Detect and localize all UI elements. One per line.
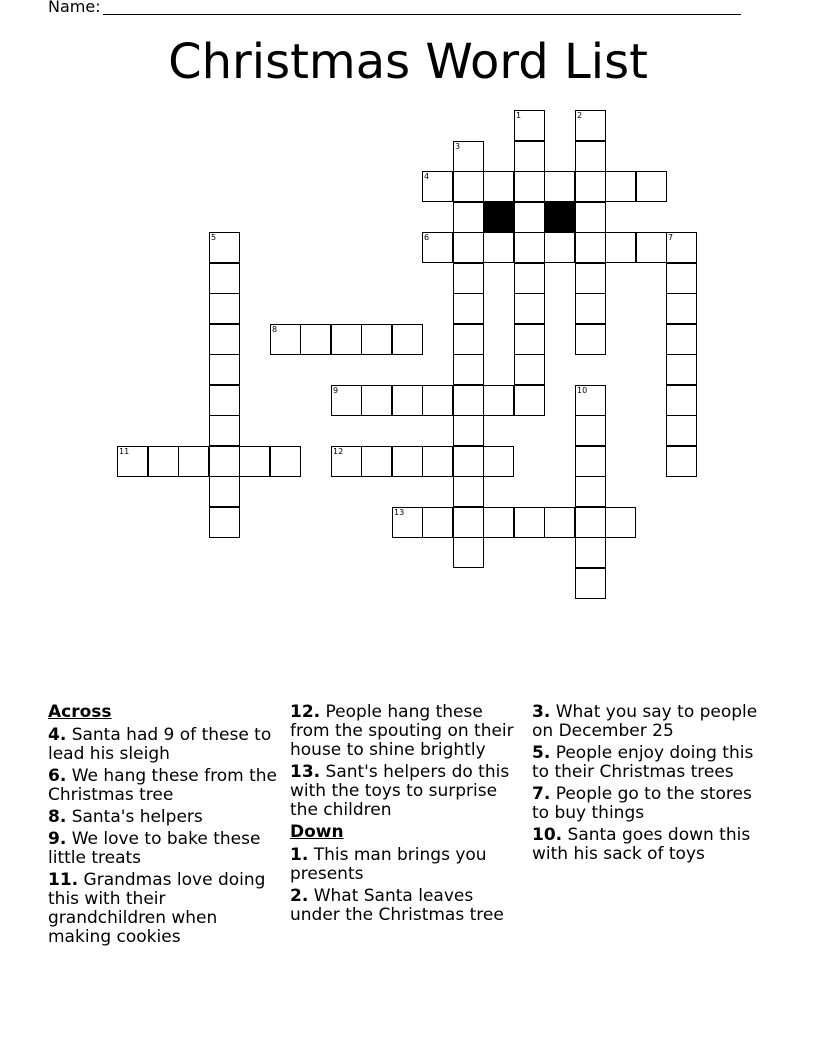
clue-item-text: Santa goes down this with his sack of toys [532,825,751,864]
clue-item-text: What you say to people on December 25 [532,702,758,741]
clue-item-number: 2. [290,886,309,906]
grid-cell[interactable] [666,232,697,263]
grid-cell[interactable] [514,507,545,538]
grid-cell[interactable] [209,446,240,477]
clue-item-number: 9. [48,829,67,849]
grid-cell[interactable] [514,263,545,294]
clue-item-number: 8. [48,807,67,827]
clue-item [48,726,280,764]
grid-cell[interactable] [453,476,484,507]
clue-item-number: 5. [532,743,551,763]
grid-cell[interactable] [575,263,606,294]
clue-item [290,763,522,820]
clue-number: 9 [333,386,339,395]
clue-item-text: We hang these from the Christmas tree [48,766,278,805]
clue-item-text: People hang these from the spouting on their house to shine brightly [290,702,514,760]
clue-number: 1 [516,111,522,120]
clue-item [48,871,280,947]
grid-cell[interactable] [453,446,484,477]
grid-cell[interactable] [331,324,362,355]
clue-item-number: 4. [48,725,67,745]
clue-item-number: 10. [532,825,563,845]
clue-number: 5 [211,233,217,242]
clue-item [532,785,764,823]
grid-cell[interactable] [575,324,606,355]
grid-cell[interactable] [666,415,697,446]
grid-cell[interactable] [239,446,270,477]
across-heading: Across [48,702,112,722]
grid-cell[interactable] [575,110,606,141]
clue-item-text: Grandmas love doing this with their grandchildren when making cookies [48,870,266,947]
grid-cell[interactable] [453,537,484,568]
clue-item [532,744,764,782]
clue-item [48,767,280,805]
grid-cell[interactable] [666,446,697,477]
clue-number: 7 [668,233,674,242]
grid-cell[interactable] [361,446,392,477]
grid-cell[interactable] [453,507,484,538]
grid-cell[interactable] [483,446,514,477]
clue-item-text: People enjoy doing this to their Christmas trees [532,743,754,782]
grid-cell[interactable] [575,385,606,416]
clue-item-text: Sant's helpers do this with the toys to surprise the children [290,762,510,820]
grid-cell[interactable] [178,446,209,477]
clue-column-2 [290,703,522,928]
grid-cell[interactable] [209,293,240,324]
down-heading: Down [290,822,344,842]
grid-cell[interactable] [422,232,453,263]
clue-item-number: 12. [290,702,321,722]
clue-number: 11 [119,447,130,456]
grid-cell[interactable] [514,202,545,233]
grid-cell[interactable] [148,446,179,477]
grid-cell[interactable] [209,415,240,446]
clue-item [48,808,280,827]
grid-cell[interactable] [392,385,423,416]
grid-cell[interactable] [422,446,453,477]
clue-item-number: 6. [48,766,67,786]
grid-cell[interactable] [575,415,606,446]
grid-cell[interactable] [605,171,636,202]
grid-cell[interactable] [483,171,514,202]
grid-cell[interactable] [453,324,484,355]
grid-cell[interactable] [453,293,484,324]
grid-cell[interactable] [392,446,423,477]
grid-cell[interactable] [605,507,636,538]
grid-cell[interactable] [544,507,575,538]
grid-cell[interactable] [209,324,240,355]
clue-number: 13 [394,508,405,517]
grid-cell[interactable] [575,141,606,172]
grid-cell[interactable] [422,171,453,202]
grid-cell[interactable] [270,324,301,355]
clue-item-number: 11. [48,870,79,890]
grid-cell[interactable] [575,171,606,202]
grid-cell[interactable] [331,446,362,477]
grid-cell[interactable] [575,293,606,324]
grid-cell[interactable] [209,354,240,385]
grid-cell[interactable] [575,507,606,538]
clue-item-text: Santa had 9 of these to lead his sleigh [48,725,272,764]
grid-cell[interactable] [422,385,453,416]
clue-item-text: We love to bake these little treats [48,829,261,868]
grid-cell[interactable] [361,324,392,355]
grid-cell[interactable] [514,110,545,141]
clue-number: 8 [272,325,278,334]
grid-cell[interactable] [514,293,545,324]
grid-cell[interactable] [666,293,697,324]
grid-cell[interactable] [453,354,484,385]
grid-cell[interactable] [514,171,545,202]
clue-column-1 [48,703,280,950]
grid-cell[interactable] [575,202,606,233]
clue-column-3 [532,703,764,867]
clue-item [290,887,522,925]
clue-item-text: This man brings you presents [290,845,487,884]
grid-cell[interactable] [636,171,667,202]
grid-cell[interactable] [666,263,697,294]
grid-cell[interactable] [575,476,606,507]
grid-cell[interactable] [514,385,545,416]
clue-item [290,846,522,884]
grid-cell[interactable] [575,568,606,599]
grid-cell[interactable] [209,476,240,507]
grid-cell[interactable] [453,232,484,263]
grid-cell[interactable] [483,385,514,416]
grid-cell[interactable] [575,232,606,263]
name-label: Name: [48,0,101,16]
clue-item [532,703,764,741]
grid-cell[interactable] [453,385,484,416]
grid-cell[interactable] [270,446,301,477]
clue-item-number: 13. [290,762,321,782]
grid-cell[interactable] [483,507,514,538]
grid-cell[interactable] [209,385,240,416]
clue-item [532,826,764,864]
clue-item [48,830,280,868]
clue-item [290,703,522,760]
grid-cell[interactable] [209,232,240,263]
clue-number: 4 [424,172,430,181]
grid-cell[interactable] [117,446,148,477]
grid-cell[interactable] [361,385,392,416]
grid-cell[interactable] [453,263,484,294]
black-cell [483,202,514,233]
grid-cell[interactable] [636,232,667,263]
grid-cell[interactable] [544,232,575,263]
grid-cell[interactable] [666,324,697,355]
clue-number: 10 [577,386,588,395]
grid-cell[interactable] [422,507,453,538]
clue-item-number: 1. [290,845,309,865]
grid-cell[interactable] [575,537,606,568]
grid-cell[interactable] [514,232,545,263]
grid-cell[interactable] [605,232,636,263]
grid-cell[interactable] [514,324,545,355]
grid-cell[interactable] [666,385,697,416]
grid-cell[interactable] [453,141,484,172]
grid-cell[interactable] [392,324,423,355]
grid-cell[interactable] [331,385,362,416]
grid-cell[interactable] [453,202,484,233]
clue-number: 3 [455,142,461,151]
clue-number: 2 [577,111,583,120]
clue-item-text: People go to the stores to buy things [532,784,752,823]
clue-item-text: What Santa leaves under the Christmas tree [290,886,504,925]
clue-number: 12 [333,447,344,456]
clue-item-number: 3. [532,702,551,722]
black-cell [544,202,575,233]
grid-cell[interactable] [544,171,575,202]
clue-item-text: Santa's helpers [66,807,203,827]
grid-cell[interactable] [666,354,697,385]
grid-cell[interactable] [514,141,545,172]
grid-cell[interactable] [392,507,423,538]
grid-cell[interactable] [209,263,240,294]
grid-cell[interactable] [483,232,514,263]
grid-cell[interactable] [514,354,545,385]
grid-cell[interactable] [453,415,484,446]
clue-item-number: 7. [532,784,551,804]
grid-cell[interactable] [575,446,606,477]
page-title: Christmas Word List [168,34,648,90]
clue-number: 6 [424,233,430,242]
grid-cell[interactable] [453,171,484,202]
grid-cell[interactable] [300,324,331,355]
grid-cell[interactable] [209,507,240,538]
